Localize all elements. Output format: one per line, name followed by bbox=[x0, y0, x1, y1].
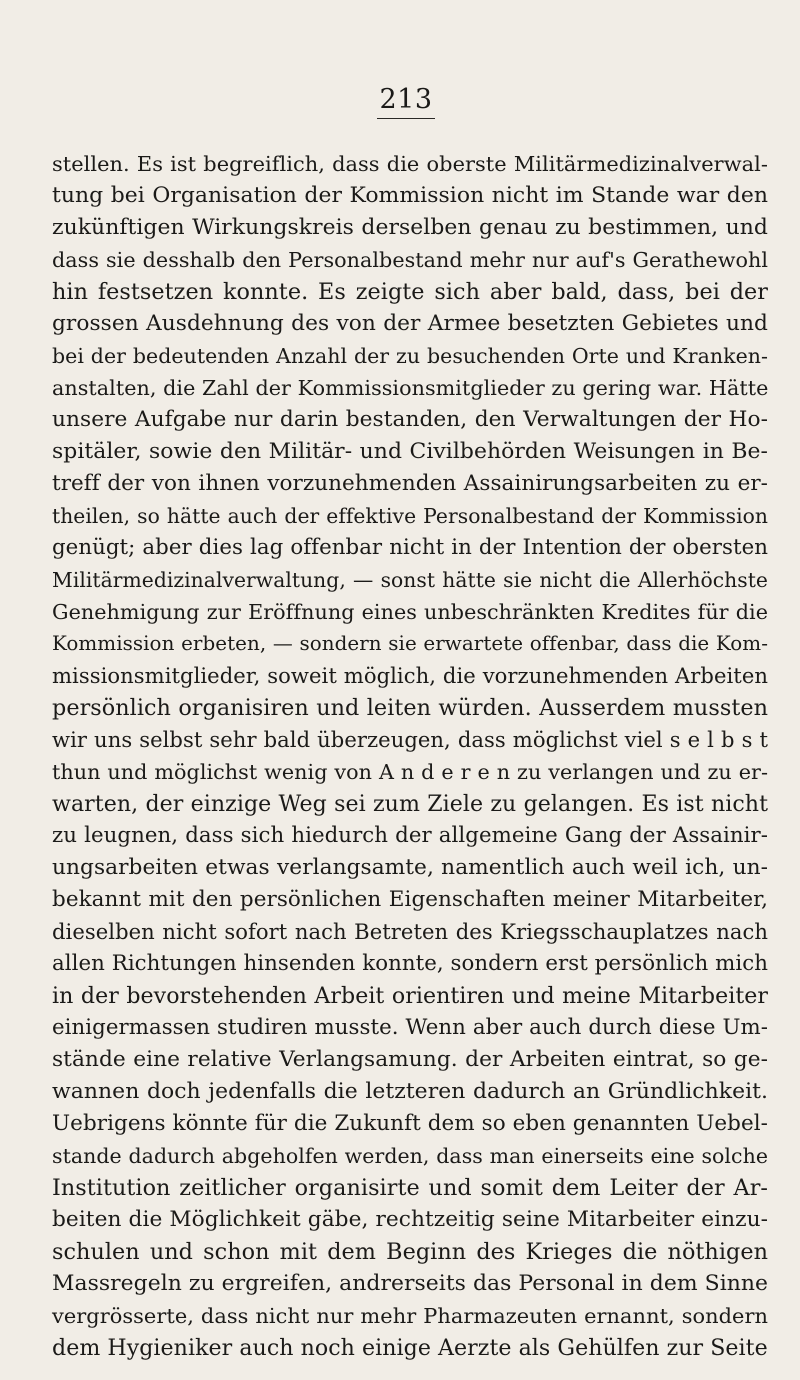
text-line: dieselben nicht sofort nach Betreten des Kriegsschauplatzes nach bbox=[52, 919, 768, 944]
text-line: anstalten, die Zahl der Kommissionsmitglieder zu gering war. Hätte bbox=[52, 376, 769, 400]
text-line: Kommission erbeten, — sondern sie erwartete offenbar, dass die Kom- bbox=[52, 632, 768, 655]
text-line: beiten die Möglichkeit gäbe, rechtzeitig seine Mitarbeiter einzu- bbox=[52, 1207, 768, 1232]
text-line: theilen, so hätte auch der effektive Personalbestand der Kommission bbox=[52, 504, 768, 528]
text-line: stellen. Es ist begreiflich, dass die oberste Militärmedizinalverwal- bbox=[52, 152, 768, 176]
text-line: allen Richtungen hinsenden konnte, sondern erst persönlich mich bbox=[52, 951, 768, 976]
text-line: warten, der einzige Weg sei zum Ziele zu gelangen. Es ist nicht bbox=[52, 791, 768, 817]
text-line: vergrösserte, dass nicht nur mehr Pharmazeuten ernannt, sondern bbox=[52, 1304, 768, 1328]
page-number bbox=[0, 84, 800, 119]
text-line: schulen und schon mit dem Beginn des Krieges die nöthigen bbox=[52, 1239, 768, 1265]
text-line: unsere Aufgabe nur darin bestanden, den Verwaltungen der Ho- bbox=[52, 407, 768, 432]
text-line: Uebrigens könnte für die Zukunft dem so eben genannten Uebel- bbox=[52, 1111, 768, 1136]
text-line: thun und möglichst wenig von A n d e r e n zu verlangen und zu er- bbox=[52, 760, 768, 784]
text-line: stände eine relative Verlangsamung. der Arbeiten eintrat, so ge- bbox=[52, 1047, 768, 1072]
text-line: missionsmitglieder, soweit möglich, die vorzunehmenden Arbeiten bbox=[52, 663, 768, 688]
text-line: tung bei Organisation der Kommission nicht im Stande war den bbox=[52, 183, 768, 208]
text-line: wannen doch jedenfalls die letzteren dadurch an Gründlichkeit. bbox=[52, 1079, 768, 1104]
text-line: persönlich organisiren und leiten würden. Ausserdem mussten bbox=[52, 695, 768, 721]
text-line: spitäler, sowie den Militär- und Civilbehörden Weisungen in Be- bbox=[52, 439, 768, 464]
text-line: wir uns selbst sehr bald überzeugen, dass möglichst viel s e l b s t bbox=[52, 727, 768, 752]
text-line: Genehmigung zur Eröffnung eines unbeschränkten Kredites für die bbox=[52, 600, 768, 624]
text-line: in der bevorstehenden Arbeit orientiren und meine Mitarbeiter bbox=[52, 983, 768, 1009]
text-line: dem Hygieniker auch noch einige Aerzte als Gehülfen zur Seite bbox=[52, 1335, 768, 1361]
text-line: Institution zeitlicher organisirte und somit dem Leiter der Ar- bbox=[52, 1175, 768, 1201]
body-text bbox=[52, 148, 768, 1364]
text-line: zukünftigen Wirkungskreis derselben genau zu bestimmen, und bbox=[52, 215, 768, 240]
text-line: treff der von ihnen vorzunehmenden Assainirungsarbeiten zu er- bbox=[52, 471, 768, 496]
page-number-text: 213 bbox=[377, 85, 434, 119]
text-line: hin festsetzen konnte. Es zeigte sich aber bald, dass, bei der bbox=[52, 279, 768, 305]
text-line: zu leugnen, dass sich hiedurch der allgemeine Gang der Assainir- bbox=[52, 823, 768, 848]
text-line: einigermassen studiren musste. Wenn aber auch durch diese Um- bbox=[52, 1015, 768, 1040]
text-line: bei der bedeutenden Anzahl der zu besuchenden Orte und Kranken- bbox=[52, 344, 768, 368]
text-line: grossen Ausdehnung des von der Armee besetzten Gebietes und bbox=[52, 311, 768, 336]
text-line: genügt; aber dies lag offenbar nicht in der Intention der obersten bbox=[52, 535, 768, 560]
text-line: ungsarbeiten etwas verlangsamte, namentlich auch weil ich, un- bbox=[52, 855, 768, 880]
text-line: Militärmedizinalverwaltung, — sonst hätte sie nicht die Allerhöchste bbox=[52, 568, 768, 592]
text-line: stande dadurch abgeholfen werden, dass man einerseits eine solche bbox=[52, 1144, 768, 1168]
text-line: dass sie desshalb den Personalbestand mehr nur auf's Gerathewohl bbox=[52, 248, 768, 272]
text-line: Massregeln zu ergreifen, andrerseits das Personal in dem Sinne bbox=[52, 1271, 769, 1296]
text-line: bekannt mit den persönlichen Eigenschaften meiner Mitarbeiter, bbox=[52, 887, 768, 912]
